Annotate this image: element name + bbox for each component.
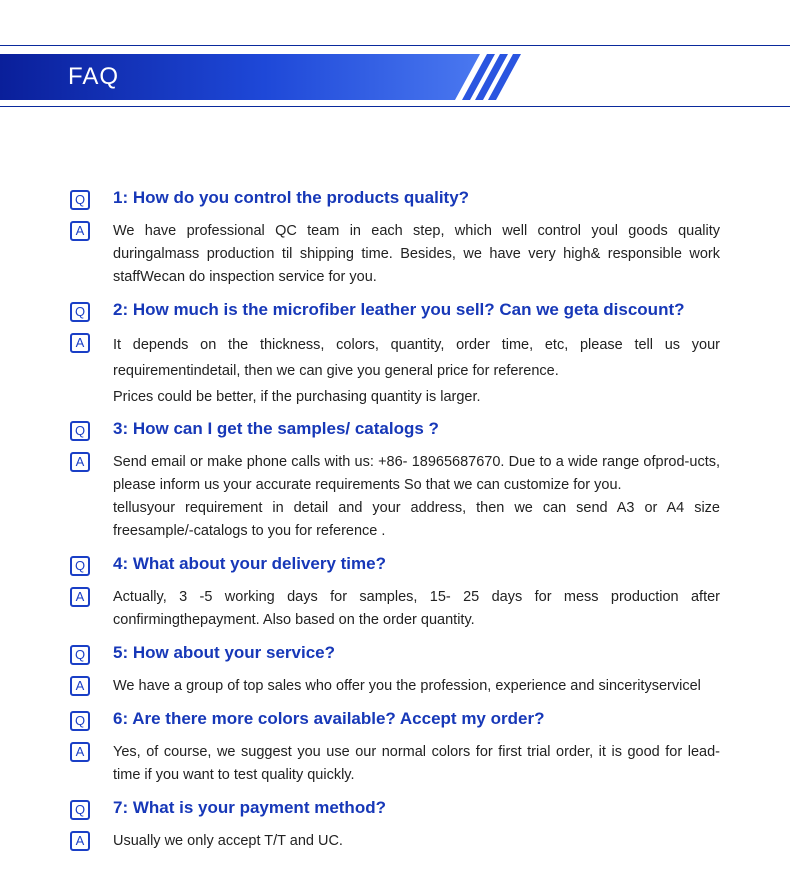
answer-text (113, 220, 720, 289)
answer-badge: A (70, 587, 90, 607)
answer-text (113, 332, 720, 410)
answer-paragraph: tellusyour requirement in detail and your address, then we can send A3 or A4 size freesample/-catalogs to you for reference . (113, 500, 720, 539)
question-text: 6: Are there more colors available? Accept my order? (113, 709, 545, 728)
answer-badge: A (70, 221, 90, 241)
question-badge: Q (70, 645, 90, 665)
question-text: 5: How about your service? (113, 643, 335, 662)
answer-badge: A (70, 333, 90, 353)
answer-text (113, 741, 720, 787)
answer-text (113, 830, 720, 853)
header-top-rule (0, 45, 790, 46)
banner-title: FAQ (68, 63, 120, 90)
question-badge: Q (70, 556, 90, 576)
answer-paragraph: We have a group of top sales who offer you the profession, experience and sincerityservicel (113, 678, 701, 694)
question-badge: Q (70, 421, 90, 441)
answer-text (113, 586, 720, 632)
question-text: 4: What about your delivery time? (113, 554, 386, 573)
answer-paragraph: Yes, of course, we suggest you use our normal colors for first trial order, it is good for lead-time if you want to test quality quickly. (113, 744, 720, 783)
answer-paragraph: Send email or make phone calls with us: +86- 18965687670. Due to a wide range ofprod-ucts, please inform us your accurate requirements So that we can customize for you. (113, 454, 720, 493)
answer-text (113, 675, 720, 698)
answer-paragraph: Prices could be better, if the purchasing quantity is larger. (113, 389, 481, 405)
answer-paragraph: We have professional QC team in each step, which well control youl goods quality duringalmass production til shipping time. Besides, we have very high& responsible work staffWecan do inspection service for you. (113, 223, 720, 285)
answer-paragraph: It depends on the thickness, colors, quantity, order time, etc, please tell us your requirementindetail, then we can give you general price for reference. (113, 337, 720, 379)
answer-paragraph: Usually we only accept T/T and UC. (113, 833, 343, 849)
header-bottom-rule (0, 106, 790, 107)
question-badge: Q (70, 302, 90, 322)
answer-badge: A (70, 831, 90, 851)
question-text: 7: What is your payment method? (113, 798, 386, 817)
answer-paragraph: Actually, 3 -5 working days for samples, 15- 25 days for mess production after confirmingthepayment. Also based on the order quantity. (113, 589, 720, 628)
question-badge: Q (70, 800, 90, 820)
answer-badge: A (70, 742, 90, 762)
question-badge: Q (70, 190, 90, 210)
question-badge: Q (70, 711, 90, 731)
answer-text (113, 451, 720, 543)
question-text: 3: How can I get the samples/ catalogs ? (113, 419, 439, 438)
answer-badge: A (70, 452, 90, 472)
question-text: 2: How much is the microfiber leather you sell? Can we geta discount? (113, 300, 685, 319)
answer-badge: A (70, 676, 90, 696)
question-text: 1: How do you control the products quality? (113, 188, 470, 207)
